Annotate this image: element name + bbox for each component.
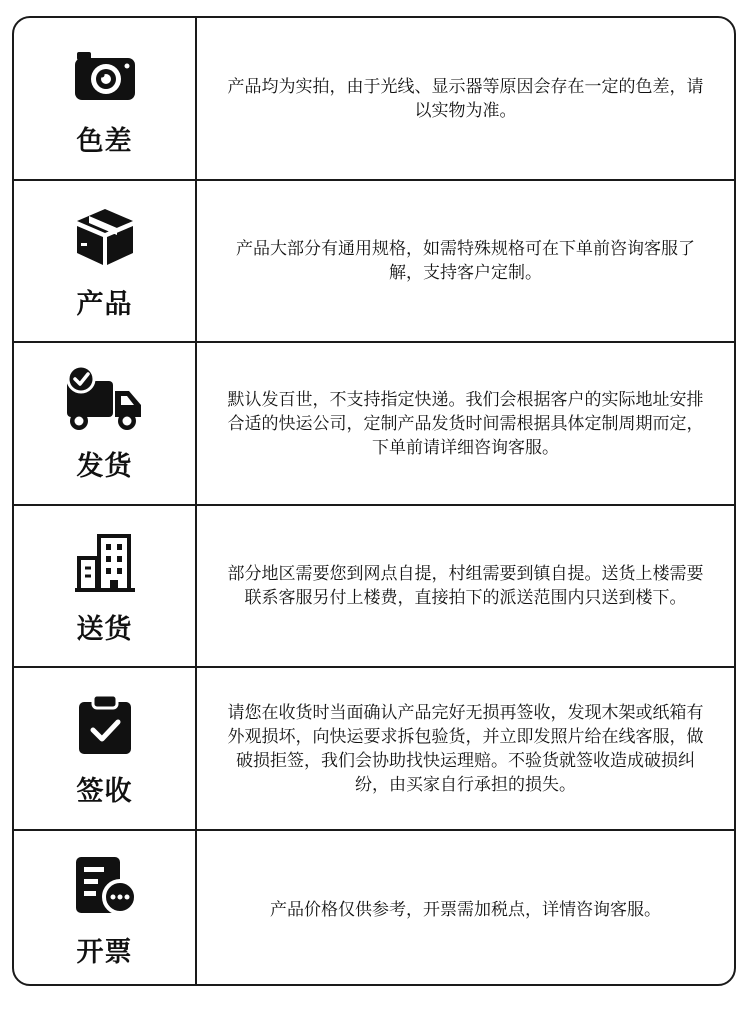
truck-icon: [62, 364, 148, 434]
info-table: [12, 16, 736, 986]
row-description: 产品均为实拍，由于光线、显示器等原因会存在一定的色差，请以实物为准。: [227, 76, 704, 121]
row-label: 发货: [76, 451, 133, 482]
box-icon: [70, 202, 140, 272]
row-label-cell: [14, 343, 197, 504]
row-label-cell: [14, 18, 197, 179]
row-label-cell: [14, 506, 197, 666]
row-description-cell: [197, 343, 734, 504]
clipboard-check-icon: [70, 689, 140, 759]
row-description-cell: [197, 668, 734, 829]
row-label: 色差: [76, 126, 133, 157]
row-description: 默认发百世，不支持指定快递。我们会根据客户的实际地址安排合适的快运公司，定制产品发货时间需根据具体定制周期而定，下单前请详细咨询客服。: [227, 389, 704, 458]
invoice-icon: [70, 850, 140, 920]
row-label-cell: [14, 831, 197, 986]
table-row-product: [14, 179, 734, 341]
table-row-delivery: [14, 504, 734, 666]
row-label: 送货: [76, 613, 133, 645]
row-description: 产品大部分有通用规格，如需特殊规格可在下单前咨询客服了解，支持客户定制。: [236, 239, 695, 283]
row-description: 部分地区需要您到网点自提，村组需要到镇自提。送货上楼需要联系客服另付上楼费，直接拍下的派送范围内只送到楼下。: [227, 564, 704, 608]
table-row-invoice: [14, 829, 734, 986]
row-description-cell: [197, 181, 734, 341]
camera-icon: [70, 39, 140, 109]
row-label-cell: [14, 668, 197, 829]
building-icon: [70, 527, 140, 597]
row-label: 开票: [76, 937, 133, 968]
row-description-cell: [197, 506, 734, 666]
table-row-color-difference: [14, 18, 734, 179]
row-description-cell: [197, 831, 734, 986]
row-label: 签收: [76, 776, 133, 807]
row-label-cell: [14, 181, 197, 341]
row-description-cell: [197, 18, 734, 179]
table-row-sign-for: [14, 666, 734, 829]
row-label: 产品: [76, 288, 133, 320]
row-description: 产品价格仅供参考，开票需加税点，详情咨询客服。: [270, 899, 661, 920]
table-row-shipping: [14, 341, 734, 504]
row-description: 请您在收货时当面确认产品完好无损再签收，发现木架或纸箱有外观损坏，向快运要求拆包验货，并立即发照片给在线客服，做破损拒签，我们会协助找快运理赔。不验货就签收造成破损纠纷，由买家自行承担的损失。: [227, 702, 704, 795]
